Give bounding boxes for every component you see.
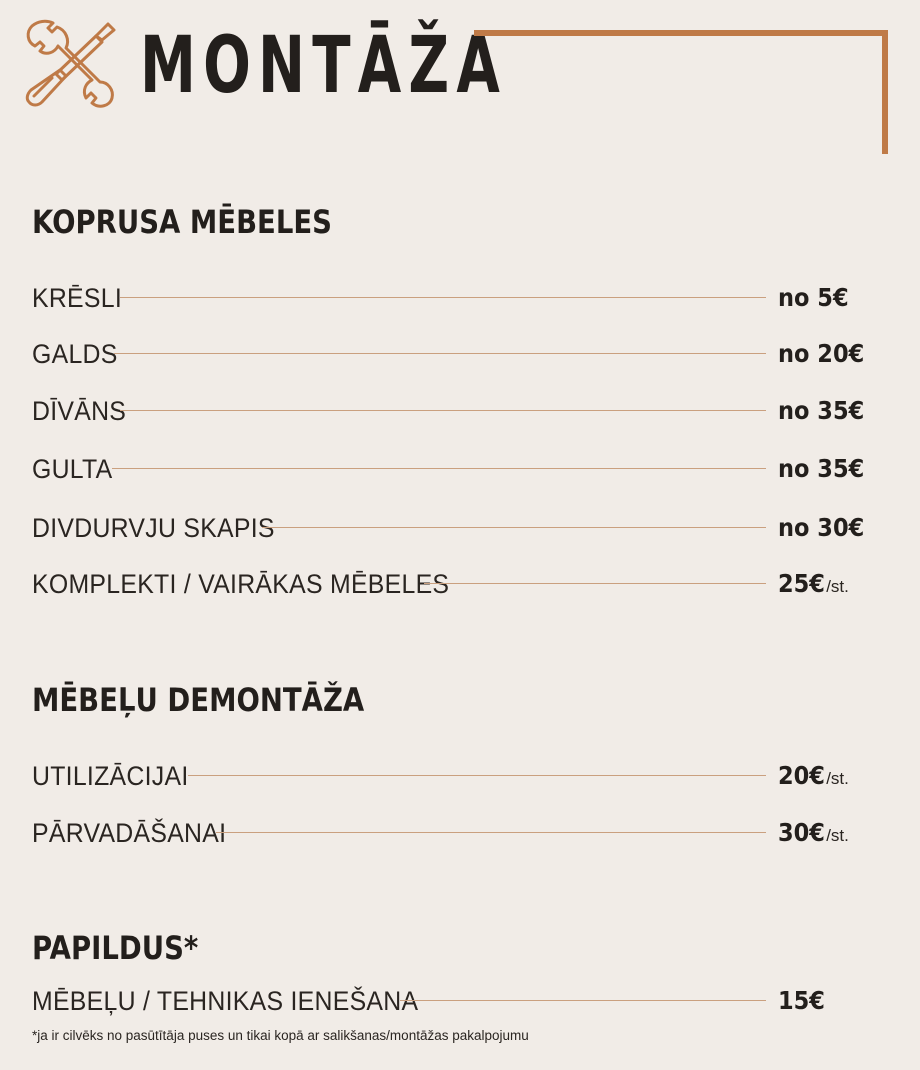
leader-line [114, 353, 766, 354]
price-value: no 20€ [778, 339, 865, 368]
price-value: 30€ [778, 818, 825, 847]
price-unit: /st. [826, 577, 849, 596]
price-unit: /st. [826, 826, 849, 845]
service-price [778, 451, 870, 491]
price-value: no 35€ [778, 454, 865, 483]
service-name: GULTA [32, 454, 113, 484]
price-row [32, 336, 872, 372]
leader-line [120, 410, 766, 411]
page-title: MONTĀŽA [140, 21, 507, 111]
leader-line [120, 297, 766, 298]
section-title-papildus: PAPILDUS* [32, 929, 199, 967]
service-name: DIVDURVJU SKAPIS [32, 513, 275, 543]
price-row [32, 393, 872, 429]
price-value: no 35€ [778, 396, 865, 425]
leader-line [262, 527, 766, 528]
price-row [32, 280, 872, 316]
price-row [32, 510, 872, 546]
corner-frame-decoration [474, 30, 888, 154]
service-name: KOMPLEKTI / VAIRĀKAS MĒBELES [32, 569, 450, 599]
service-price [778, 815, 849, 855]
service-price [778, 758, 849, 798]
leader-line [216, 832, 766, 833]
service-price [778, 510, 870, 550]
service-name: DĪVĀNS [32, 396, 127, 426]
service-name: MĒBEĻU / TEHNIKAS IENEŠANA [32, 986, 419, 1016]
service-price [778, 336, 870, 376]
service-name: GALDS [32, 339, 118, 369]
leader-line [400, 1000, 766, 1001]
service-price [778, 393, 870, 433]
tools-icon [22, 18, 118, 114]
leader-line [188, 775, 766, 776]
price-value: 20€ [778, 761, 825, 790]
price-value: no 30€ [778, 513, 865, 542]
section-title-koprusa-mebeles: KOPRUSA MĒBELES [32, 203, 333, 241]
price-value: 25€ [778, 569, 825, 598]
footnote: *ja ir cilvēks no pasūtītāja puses un tikai kopā ar salikšanas/montāžas pakalpojumu [32, 1028, 529, 1043]
service-price [778, 566, 849, 606]
price-row [32, 566, 872, 602]
service-name: PĀRVADĀŠANAI [32, 818, 227, 848]
price-row [32, 815, 872, 851]
price-value: 15€ [778, 986, 825, 1015]
price-unit: /st. [826, 769, 849, 788]
service-name: KRĒSLI [32, 283, 123, 313]
leader-line [424, 583, 766, 584]
service-name: UTILIZĀCIJAI [32, 761, 189, 791]
service-price [778, 983, 826, 1023]
price-value: no 5€ [778, 283, 849, 312]
section-title-mebelu-demontaza: MĒBEĻU DEMONTĀŽA [32, 681, 365, 719]
service-price [778, 280, 852, 320]
price-row [32, 451, 872, 487]
price-row [32, 983, 872, 1019]
price-row [32, 758, 872, 794]
leader-line [112, 468, 766, 469]
